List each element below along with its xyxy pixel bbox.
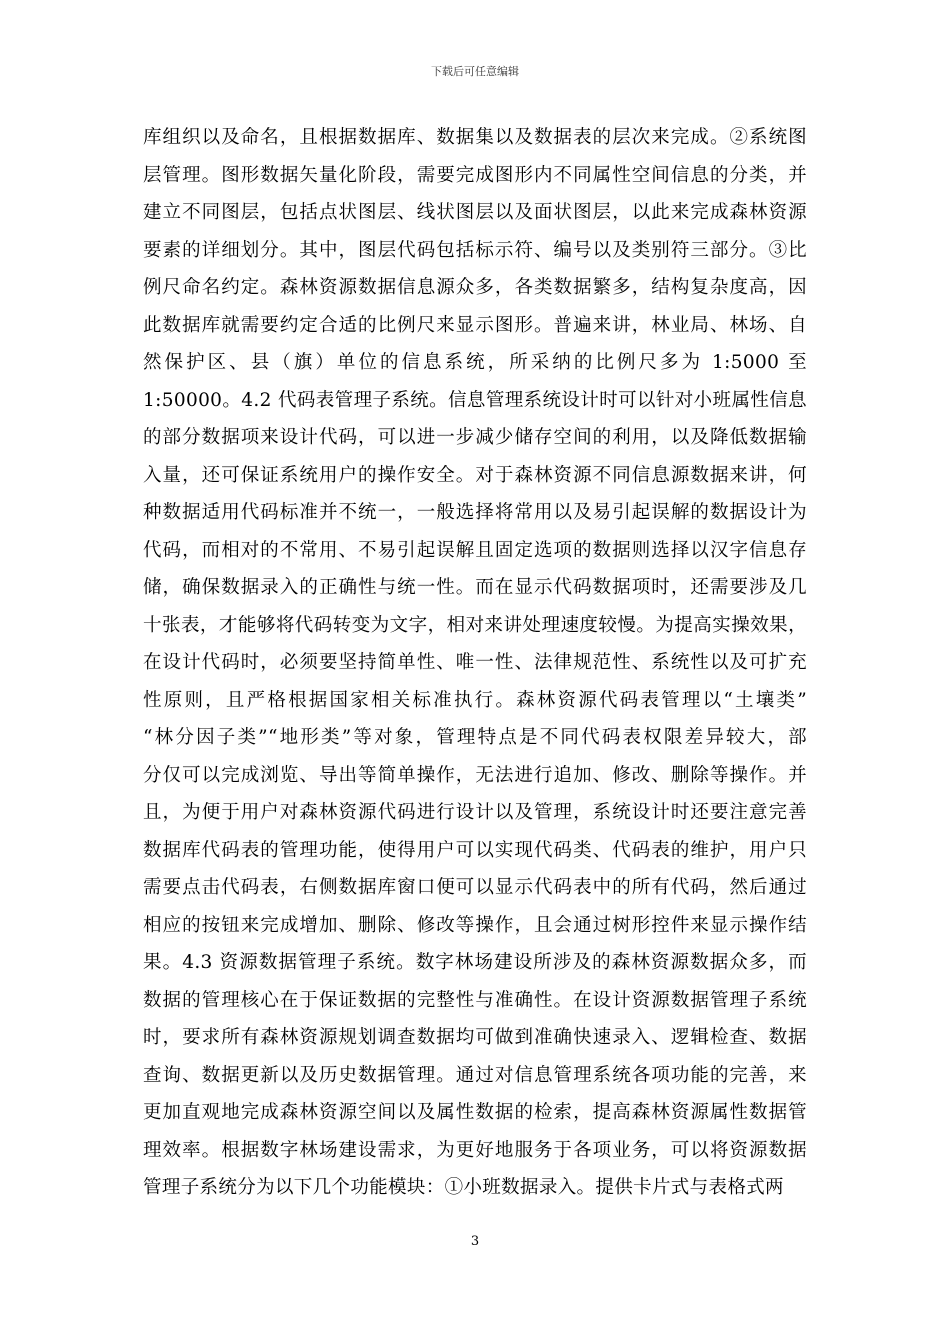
text-line: 时，要求所有森林资源规划调查数据均可做到准确快速录入、逻辑检查、数据 — [143, 1027, 807, 1048]
text-line: 要素的详细划分。其中，图层代码包括标示符、编号以及类别符三部分。③比 — [143, 239, 807, 261]
text-line: 查询、数据更新以及历史数据管理。通过对信息管理系统各项功能的完善，来 — [143, 1064, 807, 1086]
text-line: 代码，而相对的不常用、不易引起误解且固定选项的数据则选择以汉字信息存 — [143, 539, 807, 561]
text-line: 分仅可以完成浏览、导出等简单操作，无法进行追加、修改、删除等操作。并 — [143, 764, 807, 786]
text-line: 储，确保数据录入的正确性与统一性。而在显示代码数据项时，还需要涉及几 — [143, 577, 807, 598]
text-line: 入量，还可保证系统用户的操作安全。对于森林资源不同信息源数据来讲，何 — [143, 464, 807, 486]
text-line: 理效率。根据数字林场建设需求，为更好地服务于各项业务，可以将资源数据 — [143, 1139, 807, 1161]
text-line: 的部分数据项来设计代码，可以进一步减少储存空间的利用，以及降低数据输 — [143, 427, 807, 448]
text-line: 需要点击代码表，右侧数据库窗口便可以显示代码表中的所有代码，然后通过 — [143, 877, 807, 898]
text-line: “林分因子类”“地形类”等对象，管理特点是不同代码表权限差异较大，部 — [143, 727, 807, 748]
text-line: 数据的管理核心在于保证数据的完整性与准确性。在设计资源数据管理子系统 — [143, 989, 807, 1011]
body-text — [143, 119, 807, 1207]
text-line: 在设计代码时，必须要坚持简单性、唯一性、法律规范性、系统性以及可扩充 — [143, 652, 807, 673]
text-line: 数据库代码表的管理功能，使得用户可以实现代码类、代码表的维护，用户只 — [143, 839, 807, 861]
text-line: 管理子系统分为以下几个功能模块：①小班数据录入。提供卡片式与表格式两 — [143, 1177, 784, 1198]
text-line: 种数据适用代码标准并不统一，一般选择将常用以及易引起误解的数据设计为 — [143, 502, 807, 523]
text-line: 库组织以及命名，且根据数据库、数据集以及数据表的层次来完成。②系统图 — [143, 127, 807, 148]
text-line: 此数据库就需要约定合适的比例尺来显示图形。普遍来讲，林业局、林场、自 — [143, 314, 807, 336]
text-line: 层管理。图形数据矢量化阶段，需要完成图形内不同属性空间信息的分类，并 — [143, 164, 807, 186]
text-line: 例尺命名约定。森林资源数据信息源众多，各类数据繁多，结构复杂度高，因 — [143, 277, 807, 298]
text-line: 十张表，才能够将代码转变为文字，相对来讲处理速度较慢。为提高实操效果， — [143, 614, 807, 636]
text-line: 且，为便于用户对森林资源代码进行设计以及管理，系统设计时还要注意完善 — [143, 802, 807, 823]
text-line: 然保护区、县（旗）单位的信息系统，所采纳的比例尺多为 1:5000 至 — [143, 352, 807, 373]
text-line: 1:50000。4.2 代码表管理子系统。信息管理系统设计时可以针对小班属性信息 — [143, 389, 807, 411]
text-line: 果。4.3 资源数据管理子系统。数字林场建设所涉及的森林资源数据众多，而 — [143, 952, 807, 973]
text-line: 性原则，且严格根据国家相关标准执行。森林资源代码表管理以“土壤类” — [143, 689, 807, 711]
text-line: 相应的按钮来完成增加、删除、修改等操作，且会通过树形控件来显示操作结 — [143, 914, 807, 936]
page-header: 下载后可任意编辑 — [431, 65, 519, 78]
page-number: 3 — [470, 1234, 480, 1249]
text-line: 建立不同图层，包括点状图层、线状图层以及面状图层，以此来完成森林资源 — [143, 202, 807, 223]
text-line: 更加直观地完成森林资源空间以及属性数据的检索，提高森林资源属性数据管 — [143, 1102, 807, 1123]
